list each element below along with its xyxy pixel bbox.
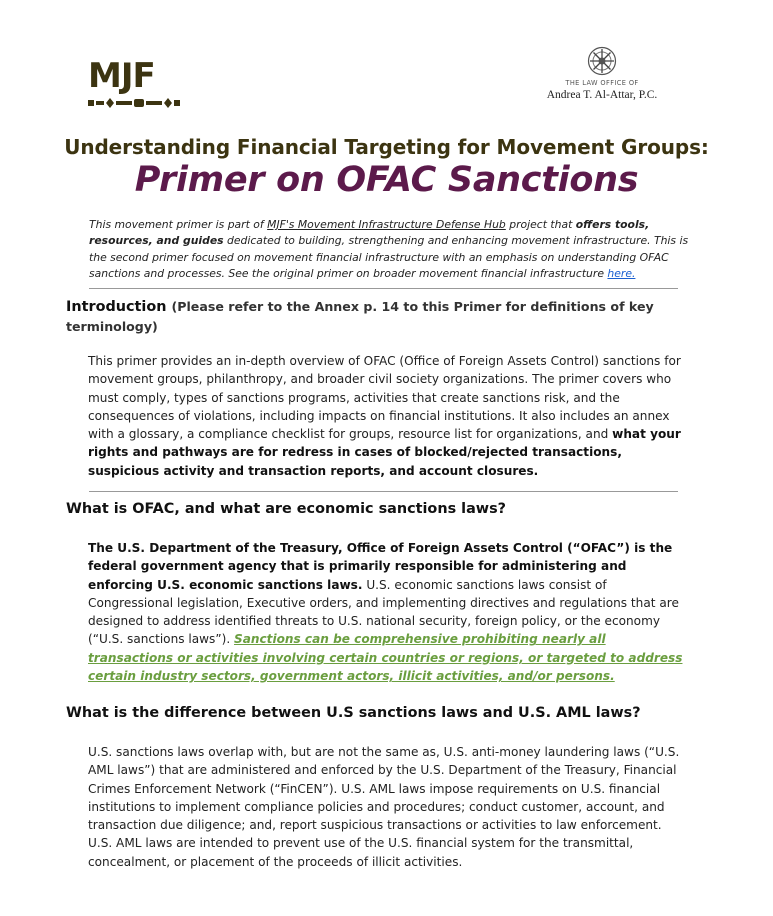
divider: [89, 491, 678, 492]
difference-paragraph: U.S. sanctions laws overlap with, but are not the same as, U.S. anti-money laundering laws (“U.S. AML laws”) that are administered and enforced by the U.S. Department of the Treasury, Financial Crimes Enforcement Network (“FinCEN”). U.S. AML laws impose requirements on U.S. financial institutions to implement compliance policies and procedures; conduct customer, account, and transaction due diligence; and, report suspicious transactions or activities to law enforcement. U.S. AML laws are intended to prevent use of the U.S. financial system for the transmittal, concealment, or placement of the proceeds of illicit activities.: [88, 745, 680, 869]
ofac-paragraph: The U.S. Department of the Treasury, Office of Foreign Assets Control (“OFAC”) is the federal government agency that is primarily responsible for administering and enforcing U.S. economic sanctions laws. U.S. economic sanctions laws consist of Congressional legislation, Executive orders, and implementing directives and regulations that are designed to address identified threats to U.S. national security, foreign policy, or the economy (“U.S. sanctions laws”). Sanctions can be comprehensive prohibiting nearly all transactions or activities involving certain countries or regions, or targeted to address certain industry sectors, government actors, illicit activities, and/or persons.: [88, 541, 683, 684]
mjf-ornament-icon: [88, 58, 184, 110]
law-seal-icon: [587, 46, 617, 76]
introduction-heading: Introduction (Please refer to the Annex p. 14 to this Primer for definitions of key terminology): [66, 299, 654, 334]
sanctions-types-link[interactable]: Sanctions can be comprehensive prohibiting nearly all transactions or activities involving certain countries or regions, or targeted to address certain industry sectors, government actors, illicit activities, and/or persons.: [88, 632, 683, 684]
intro-note: This movement primer is part of MJF's Movement Infrastructure Defense Hub project that offers tools, resources, and guides dedicated to building, strengthening and enhancing movement infrastructure. This is the second primer focused on movement financial infrastructure with an emphasis on understanding OFAC sanctions and processes. See the original primer on broader movement financial infrastructure here.: [89, 218, 689, 280]
introduction-paragraph: This primer provides an in-depth overview of OFAC (Office of Foreign Assets Control) sanctions for movement groups, philanthropy, and broader civil society organizations. The primer covers who must comply, types of sanctions programs, activities that create sanctions risk, and the consequences of violations, including impacts on financial institutions. It also includes an annex with a glossary, a compliance checklist for groups, resource list for organizations, and what your rights and pathways are for redress in cases of blocked/rejected transactions, suspicious activity and transaction reports, and account closures.: [88, 354, 681, 478]
divider: [89, 288, 678, 289]
mjf-logo: [88, 58, 184, 110]
introduction-heading-note: (Please refer to the Annex p. 14 to this Primer for definitions of key terminology): [66, 299, 654, 334]
page-title: Primer on OFAC Sanctions: [134, 160, 639, 200]
law-office-logo: [540, 46, 664, 112]
ofac-heading: What is OFAC, and what are economic sanctions laws?: [66, 501, 506, 517]
page-subtitle: Understanding Financial Targeting for Movement Groups:: [64, 135, 709, 159]
law-office-label: THE LAW OFFICE OF: [565, 79, 639, 87]
mjf-logo-text: MJF: [88, 56, 155, 96]
movement-hub-link[interactable]: MJF's Movement Infrastructure Defense Hub: [267, 218, 506, 231]
law-office-name: Andrea T. Al-Attar, P.C.: [546, 89, 658, 101]
difference-heading: What is the difference between U.S sanctions laws and U.S. AML laws?: [66, 705, 641, 721]
original-primer-link[interactable]: here.: [607, 266, 636, 280]
